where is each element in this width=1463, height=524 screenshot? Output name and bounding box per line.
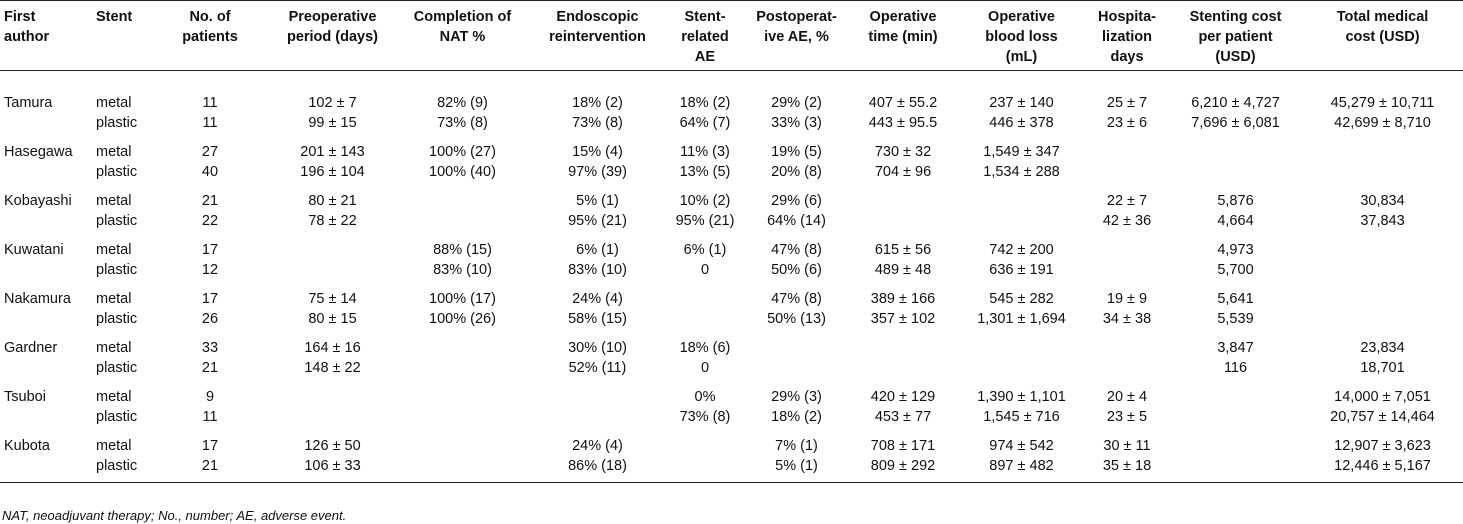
table-cell: 106 ± 33 xyxy=(270,456,395,483)
column-header-line: Preoperative xyxy=(288,9,377,25)
table-cell: 82% (9) xyxy=(437,95,488,111)
table-cell xyxy=(1302,133,1463,162)
column-header-line: cost (USD) xyxy=(1345,29,1420,45)
table-cell xyxy=(1085,162,1169,182)
table-cell: 11 xyxy=(202,95,218,111)
table-cell: 23 ± 5 xyxy=(1106,409,1148,425)
table-row xyxy=(0,182,1463,211)
table-cell: 73% (8) xyxy=(572,115,623,131)
table-cell: 11 xyxy=(202,409,218,425)
table-row xyxy=(0,456,1463,483)
table-cell: 97% (39) xyxy=(568,164,627,180)
table-cell: 27 xyxy=(201,144,219,160)
table-cell: 12,907 ± 3,623 xyxy=(1334,438,1431,454)
table-cell: 52% (11) xyxy=(568,360,627,376)
table-cell: Hasegawa xyxy=(4,144,73,160)
table-cell: 37,843 xyxy=(1360,213,1405,229)
table-cell: 18% (6) xyxy=(679,340,731,356)
table-cell xyxy=(1169,162,1302,182)
table-cell: 615 ± 56 xyxy=(874,242,932,258)
table-cell: 100% (17) xyxy=(429,291,496,307)
column-header-line: days xyxy=(1110,49,1144,65)
table-cell: 80 ± 15 xyxy=(308,311,357,327)
table-cell: 26 xyxy=(201,311,219,327)
table-cell: 196 ± 104 xyxy=(300,164,365,180)
table-cell: 83% (10) xyxy=(568,262,627,278)
column-header-line: Postoperat- xyxy=(756,9,837,25)
table-cell: 100% (26) xyxy=(429,311,496,327)
table-cell: plastic xyxy=(96,409,138,425)
column-header-line: Operative xyxy=(869,9,937,25)
table-cell xyxy=(958,358,1085,378)
table-cell xyxy=(848,182,958,211)
table-cell: 100% (27) xyxy=(429,144,496,160)
table-cell: 22 xyxy=(201,213,219,229)
table-cell xyxy=(0,260,92,280)
table-cell: Kobayashi xyxy=(4,193,72,209)
column-header-line: Stent- xyxy=(684,9,726,25)
table-cell xyxy=(0,162,92,182)
table-cell xyxy=(665,427,745,456)
table-cell: 50% (6) xyxy=(771,262,822,278)
column-header-line: Completion of xyxy=(413,9,512,25)
table-cell xyxy=(395,182,530,211)
column-header-line: AE xyxy=(694,49,716,65)
table-cell: plastic xyxy=(92,456,150,483)
table-cell: 42,699 ± 8,710 xyxy=(1334,115,1431,131)
table-row xyxy=(0,309,1463,329)
table-cell: 17 xyxy=(201,291,219,307)
table-cell xyxy=(1302,162,1463,182)
table-cell: 10% (2) xyxy=(679,193,731,209)
column-header-line: Stent xyxy=(96,9,133,25)
table-cell xyxy=(848,329,958,358)
column-header-line: (mL) xyxy=(1005,49,1038,65)
table-cell: 35 ± 18 xyxy=(1085,456,1169,483)
table-cell: 40 xyxy=(201,164,219,180)
table-cell: 5,641 xyxy=(1217,291,1254,307)
column-header-line: Operative xyxy=(988,9,1055,25)
table-cell xyxy=(665,309,745,329)
table-body xyxy=(0,71,1463,483)
column-header-line: patients xyxy=(182,29,238,45)
table-cell: 64% (7) xyxy=(679,115,731,131)
column-header-line: Endoscopic xyxy=(556,9,639,25)
table-cell: 1,545 ± 716 xyxy=(983,409,1060,425)
column-header-line: per patient xyxy=(1198,29,1273,45)
table-cell: Kubota xyxy=(4,438,50,454)
table-cell: 164 ± 16 xyxy=(304,340,361,356)
table-cell: 742 ± 200 xyxy=(989,242,1054,258)
column-header xyxy=(1169,1,1302,71)
column-header-line: Total medical xyxy=(1336,9,1429,25)
table-cell: 0% xyxy=(694,389,716,405)
table-cell xyxy=(1085,133,1169,162)
column-header xyxy=(530,1,665,71)
column-header xyxy=(665,1,745,71)
table-cell xyxy=(1302,260,1463,280)
table-cell xyxy=(1169,456,1302,483)
table-cell: 420 ± 129 xyxy=(870,389,936,405)
table-cell: 24% (4) xyxy=(572,438,623,454)
table-cell xyxy=(270,407,395,427)
column-header-line: time (min) xyxy=(868,29,938,45)
table-row xyxy=(0,71,1463,114)
table-cell xyxy=(530,407,665,427)
table-row xyxy=(0,113,1463,133)
table-row xyxy=(0,329,1463,358)
table-cell: 730 ± 32 xyxy=(874,144,932,160)
table-cell: 1,390 ± 1,101 xyxy=(977,389,1066,405)
table-cell: 18% (2) xyxy=(679,95,731,111)
table-cell: 6% (1) xyxy=(683,242,727,258)
table-cell: 11% (3) xyxy=(680,144,730,160)
table-cell: 201 ± 143 xyxy=(300,144,365,160)
table-cell: 974 ± 542 xyxy=(989,438,1054,454)
table-cell: 23 ± 6 xyxy=(1106,115,1148,131)
table-cell: metal xyxy=(96,340,132,356)
table-cell: 73% (8) xyxy=(437,115,488,131)
table-cell: 1,301 ± 1,694 xyxy=(977,311,1066,327)
table-cell: 1,549 ± 347 xyxy=(983,144,1060,160)
table-cell: metal xyxy=(96,438,132,454)
table-cell: 99 ± 15 xyxy=(308,115,357,131)
table-cell: 73% (8) xyxy=(679,409,731,425)
table-cell: 22 ± 7 xyxy=(1106,193,1148,209)
table-cell: 20% (8) xyxy=(771,164,822,180)
column-header-line: related xyxy=(681,29,729,45)
column-header-line: (USD) xyxy=(1215,49,1256,65)
table-footnote: NAT, neoadjuvant therapy; No., number; AE, adverse event. xyxy=(2,508,347,523)
table-cell: 19 ± 9 xyxy=(1106,291,1148,307)
table-cell: 446 ± 378 xyxy=(989,115,1054,131)
table-cell xyxy=(958,329,1085,358)
table-cell: 7,696 ± 6,081 xyxy=(1191,115,1280,131)
table-cell xyxy=(1169,427,1302,456)
table-cell: metal xyxy=(96,95,132,111)
table-cell xyxy=(395,211,530,231)
column-header-line: author xyxy=(4,29,50,45)
column-header-line: lization xyxy=(1102,29,1152,45)
table-cell: 0 xyxy=(700,360,710,376)
table-cell: 34 ± 38 xyxy=(1102,311,1152,327)
column-header-line: reintervention xyxy=(549,29,646,45)
column-header-line: First xyxy=(4,9,36,25)
table-cell: Tsuboi xyxy=(4,389,46,405)
table-row xyxy=(0,162,1463,182)
table-cell: 18,701 xyxy=(1360,360,1405,376)
table-cell xyxy=(270,231,395,260)
table-cell: 20 ± 4 xyxy=(1106,389,1148,405)
table-cell: 33% (3) xyxy=(771,115,822,131)
table-cell xyxy=(848,211,958,231)
column-header xyxy=(1085,1,1169,71)
table-cell: 30 ± 11 xyxy=(1103,438,1151,454)
table-cell xyxy=(395,427,530,456)
table-row xyxy=(0,133,1463,162)
table-row xyxy=(0,280,1463,309)
table-cell: metal xyxy=(96,389,132,405)
table-cell: 357 ± 102 xyxy=(870,311,936,327)
table-cell: 58% (15) xyxy=(568,311,627,327)
table-cell xyxy=(270,378,395,407)
table-cell: 13% (5) xyxy=(679,164,731,180)
table-cell: 5,700 xyxy=(1217,262,1254,278)
table-cell: 5% (1) xyxy=(576,193,619,209)
column-header-line: period (days) xyxy=(286,29,379,45)
column-header xyxy=(848,1,958,71)
column-header xyxy=(150,1,270,71)
table-cell: 23,834 xyxy=(1360,340,1405,356)
table-cell xyxy=(745,358,848,378)
table-cell: 6,210 ± 4,727 xyxy=(1191,95,1280,111)
table-cell: 7% (1) xyxy=(775,438,818,454)
table-row xyxy=(0,260,1463,280)
header-row xyxy=(0,1,1463,71)
table-cell: 78 ± 22 xyxy=(308,213,357,229)
table-cell: 12 xyxy=(201,262,219,278)
table-cell: 14,000 ± 7,051 xyxy=(1334,389,1431,405)
column-header xyxy=(270,1,395,71)
table-cell: plastic xyxy=(96,262,138,278)
table-cell xyxy=(395,456,530,483)
table-cell: 47% (8) xyxy=(771,291,822,307)
table-row xyxy=(0,427,1463,456)
table-cell: 102 ± 7 xyxy=(308,95,357,111)
table-cell: Tamura xyxy=(4,95,53,111)
table-row xyxy=(0,358,1463,378)
table-cell xyxy=(395,329,530,358)
table-cell: metal xyxy=(96,291,132,307)
table-cell: plastic xyxy=(96,213,138,229)
table-cell xyxy=(1302,280,1463,309)
table-cell xyxy=(958,211,1085,231)
column-header-line: NAT % xyxy=(439,29,486,45)
table-cell: plastic xyxy=(96,115,138,131)
table-cell xyxy=(1169,407,1302,427)
table-cell: 83% (10) xyxy=(433,262,492,278)
table-cell: 3,847 xyxy=(1217,340,1254,356)
table-cell: 11 xyxy=(202,115,218,131)
table-row xyxy=(0,378,1463,407)
table-cell: 636 ± 191 xyxy=(989,262,1054,278)
column-header-line: Hospita- xyxy=(1098,9,1156,25)
table-cell xyxy=(665,280,745,309)
table-cell: 897 ± 482 xyxy=(958,456,1085,483)
table-cell: 21 xyxy=(201,360,219,376)
table-cell: 95% (21) xyxy=(568,213,627,229)
table-cell: Nakamura xyxy=(4,291,71,307)
table-cell: 489 ± 48 xyxy=(874,262,932,278)
table-cell: 443 ± 95.5 xyxy=(868,115,938,131)
table-cell: 5,876 xyxy=(1217,193,1254,209)
table-cell: 33 xyxy=(201,340,219,356)
table-cell: 17 xyxy=(201,242,219,258)
table-cell: 1,534 ± 288 xyxy=(983,164,1060,180)
table-cell xyxy=(1085,358,1169,378)
table-cell: metal xyxy=(96,242,132,258)
table-cell xyxy=(395,407,530,427)
table-cell: 0 xyxy=(700,262,710,278)
table-cell: metal xyxy=(96,144,132,160)
table-cell: 20,757 ± 14,464 xyxy=(1330,409,1435,425)
column-header-line: blood loss xyxy=(985,29,1058,45)
table-cell: 545 ± 282 xyxy=(989,291,1054,307)
table-cell xyxy=(0,407,92,427)
table-cell: 708 ± 171 xyxy=(870,438,936,454)
table-cell xyxy=(0,211,92,231)
column-header-line: Stenting cost xyxy=(1189,9,1282,25)
table-cell: 42 ± 36 xyxy=(1102,213,1152,229)
table-cell xyxy=(0,358,92,378)
table-cell: 15% (4) xyxy=(572,144,623,160)
table-cell xyxy=(0,113,92,133)
table-cell: 237 ± 140 xyxy=(989,95,1054,111)
column-header-line: No. of xyxy=(189,9,231,25)
table-cell: plastic xyxy=(96,360,138,376)
table-cell: 100% (40) xyxy=(429,164,496,180)
table-cell: 9 xyxy=(205,389,215,405)
table-cell: 64% (14) xyxy=(767,213,826,229)
table-cell xyxy=(1169,378,1302,407)
table-cell: 29% (6) xyxy=(771,193,822,209)
table-cell: plastic xyxy=(96,311,138,327)
table-cell xyxy=(1169,133,1302,162)
table-cell: Kuwatani xyxy=(4,242,64,258)
table-cell: 18% (2) xyxy=(771,409,822,425)
table-cell xyxy=(665,456,745,483)
table-cell: 19% (5) xyxy=(771,144,822,160)
column-header xyxy=(0,1,92,71)
table-cell xyxy=(395,378,530,407)
table-row xyxy=(0,211,1463,231)
table-cell: 50% (13) xyxy=(767,311,826,327)
table-cell: 4,973 xyxy=(1217,242,1254,258)
table-cell: 5,539 xyxy=(1217,311,1254,327)
table-cell: 17 xyxy=(201,438,219,454)
table-cell: 389 ± 166 xyxy=(870,291,936,307)
table-cell: Gardner xyxy=(4,340,58,356)
table-cell: metal xyxy=(96,193,132,209)
table-row xyxy=(0,407,1463,427)
table-cell xyxy=(1302,309,1463,329)
table-cell: 148 ± 22 xyxy=(304,360,361,376)
table-cell: 88% (15) xyxy=(433,242,492,258)
table-cell xyxy=(745,329,848,358)
table-cell: 6% (1) xyxy=(576,242,619,258)
table-cell xyxy=(1085,231,1169,260)
column-header xyxy=(1302,1,1463,71)
table-cell: 25 ± 7 xyxy=(1106,95,1148,111)
table-cell: 18% (2) xyxy=(572,95,623,111)
column-header xyxy=(958,1,1085,71)
table-cell: 126 ± 50 xyxy=(304,438,361,454)
table-cell xyxy=(958,182,1085,211)
table-row xyxy=(0,231,1463,260)
table-cell xyxy=(530,378,665,407)
table-cell: 116 xyxy=(1223,360,1248,376)
table-cell: 453 ± 77 xyxy=(874,409,932,425)
table-cell xyxy=(848,358,958,378)
column-header xyxy=(395,1,530,71)
table-cell xyxy=(1302,231,1463,260)
table-cell: 21 xyxy=(201,193,219,209)
table-cell xyxy=(0,456,92,483)
table-cell: 29% (2) xyxy=(771,95,822,111)
table-cell: 407 ± 55.2 xyxy=(868,95,938,111)
table-cell: 80 ± 21 xyxy=(308,193,357,209)
table-cell xyxy=(395,358,530,378)
table-cell: 12,446 ± 5,167 xyxy=(1302,456,1463,483)
table-cell xyxy=(0,309,92,329)
table-cell: 47% (8) xyxy=(771,242,822,258)
table-cell: 75 ± 14 xyxy=(308,291,357,307)
table-cell: 30,834 xyxy=(1360,193,1405,209)
table-cell: 30% (10) xyxy=(568,340,627,356)
table-cell xyxy=(270,260,395,280)
table-cell xyxy=(1085,329,1169,358)
table-cell: 29% (3) xyxy=(771,389,822,405)
table-cell xyxy=(1085,260,1169,280)
table-cell: 24% (4) xyxy=(572,291,623,307)
table-cell: 4,664 xyxy=(1217,213,1254,229)
table-cell: 809 ± 292 xyxy=(848,456,958,483)
table-cell: 704 ± 96 xyxy=(874,164,932,180)
column-header-line: ive AE, % xyxy=(764,29,829,45)
table-cell: 45,279 ± 10,711 xyxy=(1330,95,1435,111)
column-header xyxy=(745,1,848,71)
table-cell: plastic xyxy=(96,164,138,180)
column-header xyxy=(92,1,150,71)
table-cell: 95% (21) xyxy=(675,213,735,229)
table-cell: 5% (1) xyxy=(745,456,848,483)
table-cell: 21 xyxy=(150,456,270,483)
table-cell: 86% (18) xyxy=(530,456,665,483)
